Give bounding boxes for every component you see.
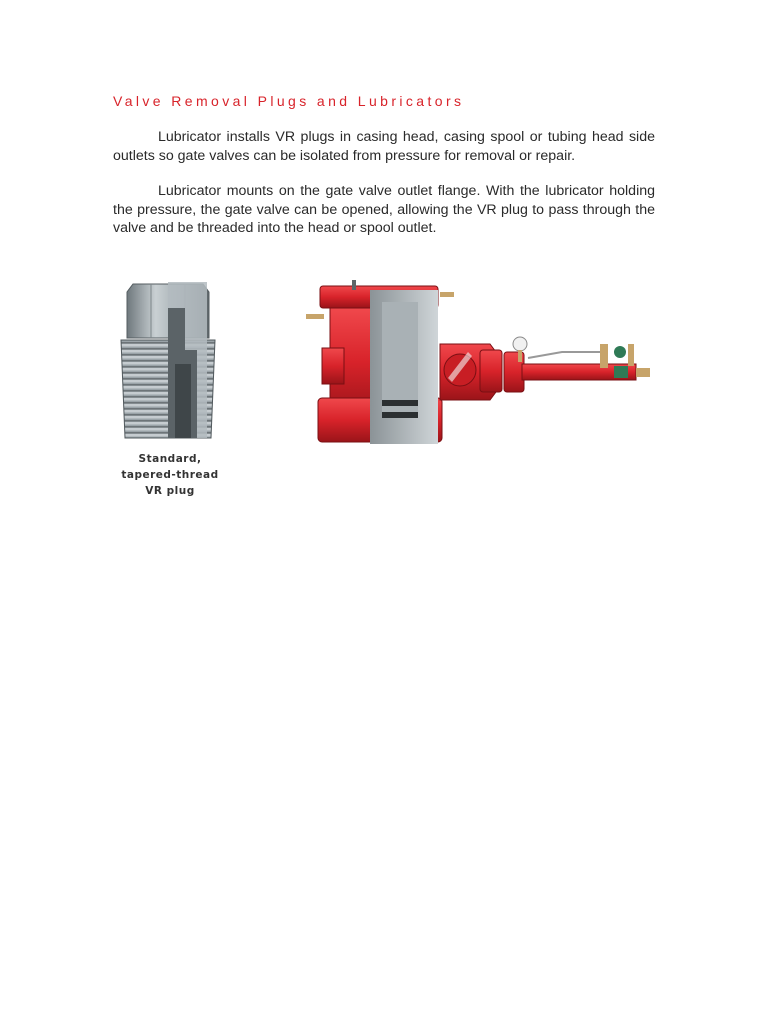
paragraph-lubricator-mounts: Lubricator mounts on the gate valve outlet flange. With the lubricator holding the pressure, the gate valve can be opened, allowing the VR plug to pass through the valve and be threaded into the head or spool outlet.: [113, 183, 655, 236]
caption-line: Standard,: [138, 453, 202, 465]
vr-plug-caption: [115, 451, 225, 499]
vr-plug-illustration: [115, 278, 225, 448]
page-heading: Valve Removal Plugs and Lubricators: [113, 93, 465, 109]
lubricator-illustration: [300, 280, 655, 450]
lubricator-figure: [300, 280, 655, 450]
caption-line: VR plug: [145, 485, 195, 497]
paragraph-lubricator-installs: Lubricator installs VR plugs in casing head, casing spool or tubing head side outlets so gate valves can be isolated from pressure for removal or repair.: [113, 129, 655, 164]
caption-line: tapered-thread: [121, 469, 219, 481]
